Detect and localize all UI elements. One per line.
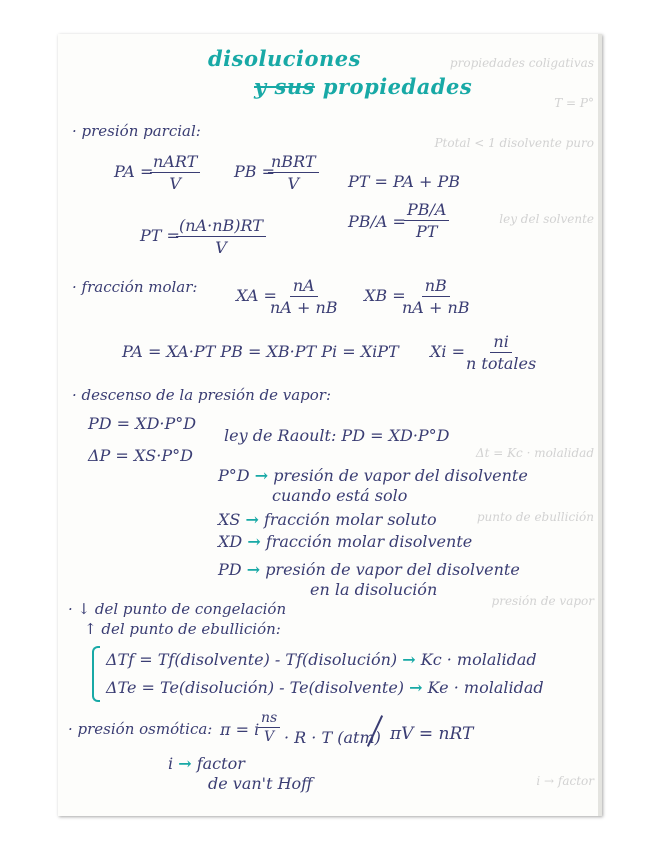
pt-lhs: PT =	[140, 226, 180, 245]
arrow-icon: →	[247, 532, 261, 551]
page-subtitle	[254, 74, 472, 99]
heading-boiling: ↑ del punto de ebullición:	[84, 620, 281, 638]
heading-osmotic: · presión osmótica:	[68, 720, 213, 738]
bleed-through-4: ley del solvente	[499, 212, 594, 226]
heading-mole-fraction: · fracción molar:	[72, 278, 198, 296]
xi-numerator: ni	[490, 332, 511, 353]
arrow-icon: →	[402, 650, 416, 669]
xb-denominator: nA + nB	[402, 298, 470, 317]
pba-lhs: PB/A =	[348, 212, 406, 231]
pt-sum: PT = PA + PB	[348, 172, 460, 191]
xs-symbol: XS	[218, 510, 241, 529]
arrow-icon: →	[409, 678, 423, 697]
xa-denominator: nA + nB	[270, 298, 338, 317]
pb-lhs: PB =	[234, 162, 276, 181]
xb-lhs: XB =	[364, 286, 406, 305]
pd0-text: presión de vapor del disolvente	[273, 466, 528, 485]
boiling-equation	[106, 678, 544, 697]
xb-fraction	[402, 276, 470, 317]
pba-denominator: PT	[416, 222, 438, 241]
pa-numerator: nART	[150, 152, 200, 173]
arrow-icon: →	[254, 466, 269, 485]
subtitle-word: propiedades	[322, 74, 473, 99]
pdv-definition	[218, 560, 520, 579]
bleed-through-2: T = P°	[554, 96, 594, 110]
pa-lhs: PA =	[114, 162, 154, 181]
bleed-through-7: presión de vapor	[491, 594, 594, 608]
boiling-rhs: Ke · molalidad	[427, 678, 544, 697]
arrow-icon: →	[246, 560, 261, 579]
heading-partial-pressure: · presión parcial:	[72, 122, 201, 140]
pt-numerator: (nA·nB)RT	[176, 216, 266, 237]
i-text: factor	[196, 754, 245, 773]
pb-denominator: V	[287, 174, 300, 193]
xd-definition	[218, 532, 472, 551]
bleed-through-5: Δt = Kc · molalidad	[475, 446, 594, 460]
bleed-through-3: Ptotal < 1 disolvente puro	[434, 136, 594, 150]
pba-fraction	[404, 200, 449, 241]
pb-numerator: nBRT	[268, 152, 319, 173]
pdv-definition-line2: en la disolución	[310, 580, 438, 599]
pd-equation: PD = XD·P°D	[88, 414, 197, 433]
pv-nrt: πV = nRT	[390, 724, 474, 744]
pd0-definition-line2: cuando está solo	[272, 486, 408, 505]
xa-numerator: nA	[290, 276, 318, 297]
notebook-page	[58, 34, 602, 816]
raoult-law: ley de Raoult: PD = XD·P°D	[224, 426, 450, 445]
pi-lhs: π = i	[220, 720, 260, 739]
bleed-through-1: propiedades coligativas	[449, 56, 594, 70]
pi-fraction	[258, 710, 280, 745]
xb-numerator: nB	[422, 276, 450, 297]
pa-fraction	[150, 152, 200, 193]
xi-fraction	[466, 332, 536, 373]
pi-denominator: V	[264, 729, 275, 745]
xa-fraction	[270, 276, 338, 317]
i-definition-line2: de van't Hoff	[208, 774, 313, 793]
pd0-symbol: P°D	[218, 466, 250, 485]
i-symbol: i	[168, 754, 174, 773]
pi-numerator: ns	[258, 710, 280, 728]
freezing-lhs: ΔTf = Tf(disolvente) - Tf(disolución)	[106, 650, 398, 669]
arrow-icon: →	[178, 754, 192, 773]
xi-denominator: n totales	[466, 354, 537, 373]
xa-lhs: XA =	[236, 286, 277, 305]
bleed-through-8: i → factor	[536, 774, 594, 788]
freezing-rhs: Kc · molalidad	[420, 650, 537, 669]
i-definition	[168, 754, 245, 773]
struck-word: y sus	[254, 74, 315, 99]
xd-symbol: XD	[218, 532, 243, 551]
pba-numerator: PB/A	[404, 200, 449, 221]
heading-vapor-pressure: · descenso de la presión de vapor:	[72, 386, 332, 404]
pdv-text: presión de vapor del disolvente	[265, 560, 520, 579]
arrow-icon: →	[245, 510, 259, 529]
page-title: disoluciones	[208, 46, 361, 71]
xs-text: fracción molar soluto	[263, 510, 437, 529]
xi-lhs: Xi =	[430, 342, 465, 361]
pt-denominator: V	[215, 238, 227, 257]
pi-rest: · R · T (atm)	[284, 728, 381, 747]
xs-definition	[218, 510, 437, 529]
freezing-equation	[106, 650, 537, 669]
heading-freezing: · ↓ del punto de congelación	[68, 600, 287, 618]
pa-denominator: V	[169, 174, 181, 193]
bracket	[92, 646, 100, 702]
pb-fraction	[268, 152, 319, 193]
pt-fraction	[176, 216, 266, 257]
dp-equation: ΔP = XS·P°D	[88, 446, 193, 465]
mole-fraction-row: PA = XA·PT PB = XB·PT Pi = XiPT	[122, 342, 399, 361]
pdv-symbol: PD	[218, 560, 242, 579]
xd-text: fracción molar disolvente	[265, 532, 473, 551]
bleed-through-6: punto de ebullición	[476, 510, 594, 524]
pd0-definition	[218, 466, 528, 485]
boiling-lhs: ΔTe = Te(disolución) - Te(disolvente)	[106, 678, 405, 697]
